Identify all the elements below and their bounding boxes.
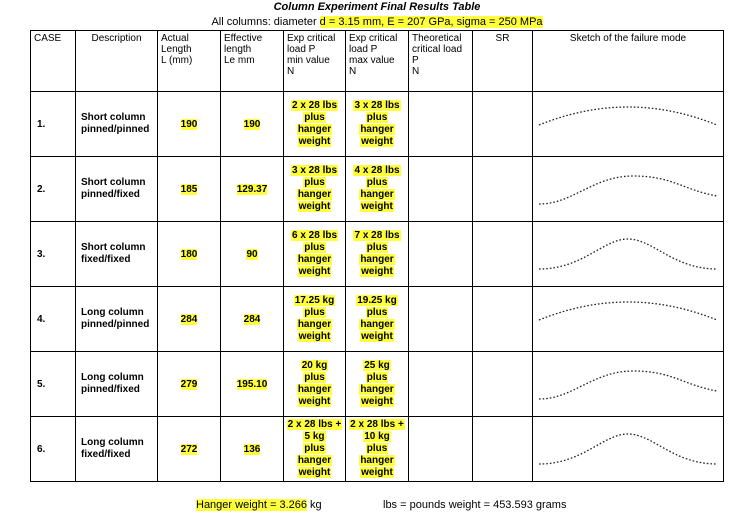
load-line	[284, 112, 345, 124]
cell-exp-max	[346, 287, 409, 352]
table-row	[31, 92, 724, 157]
cell-sketch	[533, 157, 724, 222]
cell-sr	[473, 222, 533, 287]
header-line: length	[224, 44, 252, 55]
load-text: plus	[366, 112, 388, 123]
load-text: 2 x 28 lbs +	[287, 419, 342, 430]
cell-line: fixed/fixed	[81, 449, 131, 460]
cell-exp-max	[346, 157, 409, 222]
load-text: hanger	[297, 254, 332, 265]
load-line	[346, 124, 408, 136]
header-sketch: Sketch of the failure mode	[533, 31, 724, 92]
table-title: Column Experiment Final Results Table	[273, 1, 481, 13]
effective-length-value: 90	[246, 248, 258, 260]
cell-sr	[473, 157, 533, 222]
header-line: max value	[349, 55, 395, 66]
load-line	[346, 230, 408, 242]
load-text: weight	[298, 201, 331, 212]
actual-length-value: 272	[180, 443, 198, 455]
cell-line: Long column	[81, 372, 144, 383]
cell-case: 3.	[31, 222, 76, 287]
cell-case: 6.	[31, 417, 76, 482]
load-line	[284, 189, 345, 201]
load-line	[346, 295, 408, 307]
load-text: weight	[298, 467, 331, 478]
buckled-column-curve	[539, 239, 717, 269]
cell-actual-length	[158, 352, 221, 417]
load-text: 2 x 28 lbs	[291, 100, 338, 111]
load-line	[284, 384, 345, 396]
header-line: N	[349, 66, 357, 77]
effective-length-value: 284	[243, 313, 261, 325]
load-line	[346, 136, 408, 148]
failure-mode-sketch	[533, 426, 723, 472]
load-line	[284, 443, 345, 455]
load-line	[346, 419, 408, 431]
cell-description	[76, 157, 158, 222]
load-line	[346, 165, 408, 177]
header-line: critical load	[412, 44, 463, 55]
header-line: N	[412, 66, 420, 77]
subtitle-prefix: All columns: diameter	[211, 16, 320, 28]
load-line	[284, 360, 345, 372]
actual-length-value: 185	[180, 183, 198, 195]
cell-exp-min	[284, 287, 346, 352]
load-line	[346, 443, 408, 455]
header-theoretical	[409, 31, 473, 92]
cell-sketch	[533, 92, 724, 157]
cell-description	[76, 417, 158, 482]
cell-theoretical	[409, 92, 473, 157]
header-exp-min	[284, 31, 346, 92]
cell-sr	[473, 287, 533, 352]
load-text: 7 x 28 lbs	[354, 230, 400, 241]
load-line	[346, 455, 408, 467]
load-text: 17.25 kg	[294, 295, 335, 306]
load-text: plus	[366, 372, 388, 383]
cell-description	[76, 92, 158, 157]
load-text: 10 kg	[364, 431, 390, 442]
header-case: CASE	[31, 31, 76, 92]
table-subtitle	[0, 15, 754, 29]
header-description: Description	[76, 31, 158, 92]
load-text: hanger	[360, 124, 394, 135]
cell-theoretical	[409, 417, 473, 482]
cell-effective-length	[221, 287, 284, 352]
cell-effective-length	[221, 417, 284, 482]
load-text: 5 kg	[304, 431, 325, 442]
load-line	[346, 201, 408, 213]
load-line	[284, 396, 345, 408]
load-text: hanger	[360, 384, 394, 395]
header-line: min value	[287, 55, 330, 66]
failure-mode-sketch	[533, 231, 723, 277]
cell-effective-length	[221, 222, 284, 287]
cell-exp-min	[284, 92, 346, 157]
table-row	[31, 417, 724, 482]
buckled-column-curve	[539, 107, 717, 125]
load-text: plus	[304, 443, 325, 454]
effective-length-value: 129.37	[236, 183, 268, 195]
header-exp-max	[346, 31, 409, 92]
cell-sketch	[533, 287, 724, 352]
effective-length-value: 136	[243, 443, 261, 455]
cell-line: Short column	[81, 177, 146, 188]
cell-description	[76, 352, 158, 417]
subtitle-properties: d = 3.15 mm, E = 207 GPa, sigma = 250 MPa	[319, 16, 543, 28]
failure-mode-sketch	[533, 361, 723, 407]
load-line	[346, 100, 408, 112]
cell-exp-min	[284, 352, 346, 417]
load-line	[346, 266, 408, 278]
footer-hanger-weight	[196, 499, 322, 511]
load-line	[284, 372, 345, 384]
load-text: plus	[366, 177, 388, 188]
header-line: Length	[161, 44, 192, 55]
header-row	[31, 31, 724, 92]
cell-case: 1.	[31, 92, 76, 157]
load-text: plus	[304, 177, 325, 188]
effective-length-value: 190	[243, 118, 261, 130]
load-text: hanger	[297, 189, 332, 200]
table-row	[31, 352, 724, 417]
load-line	[346, 307, 408, 319]
buckled-column-curve	[539, 176, 717, 204]
load-line	[284, 419, 345, 431]
load-line	[284, 295, 345, 307]
cell-actual-length	[158, 157, 221, 222]
header-line: load P	[287, 44, 316, 55]
header-line: Le mm	[224, 55, 255, 66]
load-line	[284, 230, 345, 242]
cell-sr	[473, 417, 533, 482]
cell-effective-length	[221, 92, 284, 157]
buckled-column-curve	[539, 371, 717, 399]
load-line	[284, 136, 345, 148]
load-line	[346, 242, 408, 254]
cell-exp-max	[346, 417, 409, 482]
load-text: weight	[298, 331, 331, 342]
cell-exp-max	[346, 352, 409, 417]
load-text: hanger	[297, 124, 332, 135]
load-text: hanger	[360, 189, 394, 200]
load-text: plus	[304, 112, 325, 123]
cell-theoretical	[409, 157, 473, 222]
cell-exp-min	[284, 222, 346, 287]
cell-actual-length	[158, 417, 221, 482]
load-line	[346, 467, 408, 479]
load-line	[284, 319, 345, 331]
cell-line: fixed/fixed	[81, 254, 131, 265]
header-line: Exp critical	[287, 33, 336, 44]
failure-mode-sketch	[533, 296, 723, 342]
failure-mode-sketch	[533, 166, 723, 212]
load-text: plus	[366, 242, 388, 253]
actual-length-value: 279	[180, 378, 198, 390]
load-line	[346, 177, 408, 189]
table-row	[31, 222, 724, 287]
cell-sketch	[533, 222, 724, 287]
load-line	[346, 189, 408, 201]
load-text: 2 x 28 lbs +	[350, 419, 404, 430]
cell-line: Short column	[81, 112, 146, 123]
cell-line: Long column	[81, 437, 144, 448]
cell-exp-min	[284, 417, 346, 482]
cell-effective-length	[221, 157, 284, 222]
header-line: L (mm)	[161, 55, 193, 66]
cell-line: pinned/fixed	[81, 384, 140, 395]
actual-length-value: 180	[180, 248, 198, 260]
load-line	[284, 307, 345, 319]
header-line: P	[412, 55, 419, 66]
effective-length-value: 195.10	[236, 378, 268, 390]
header-line: Effective	[224, 33, 263, 44]
cell-exp-max	[346, 222, 409, 287]
cell-description	[76, 287, 158, 352]
cell-line: pinned/pinned	[81, 319, 150, 330]
load-text: weight	[361, 266, 393, 277]
load-line	[346, 254, 408, 266]
buckled-column-curve	[539, 434, 717, 464]
cell-sr	[473, 352, 533, 417]
load-line	[346, 331, 408, 343]
cell-actual-length	[158, 222, 221, 287]
load-line	[284, 100, 345, 112]
header-line: Theoretical	[412, 33, 462, 44]
actual-length-value: 284	[180, 313, 198, 325]
load-line	[284, 254, 345, 266]
load-line	[346, 319, 408, 331]
load-text: hanger	[360, 254, 394, 265]
load-text: 4 x 28 lbs	[354, 165, 400, 176]
load-text: weight	[361, 136, 393, 147]
load-text: weight	[361, 331, 393, 342]
failure-mode-sketch	[533, 101, 723, 147]
hanger-weight-value: Hanger weight = 3.266	[196, 499, 307, 511]
load-line	[284, 455, 345, 467]
cell-effective-length	[221, 352, 284, 417]
cell-description	[76, 222, 158, 287]
load-text: 19.25 kg	[357, 295, 397, 306]
load-line	[284, 177, 345, 189]
header-sr: SR	[473, 31, 533, 92]
load-line	[284, 431, 345, 443]
load-text: 3 x 28 lbs	[354, 100, 400, 111]
cell-theoretical	[409, 287, 473, 352]
cell-exp-max	[346, 92, 409, 157]
cell-case: 5.	[31, 352, 76, 417]
load-line	[284, 242, 345, 254]
cell-line: Short column	[81, 242, 146, 253]
header-effective-length	[221, 31, 284, 92]
cell-exp-min	[284, 157, 346, 222]
load-text: hanger	[297, 384, 332, 395]
load-text: plus	[366, 443, 388, 454]
cell-case: 2.	[31, 157, 76, 222]
load-line	[284, 165, 345, 177]
table-row	[31, 157, 724, 222]
cell-theoretical	[409, 352, 473, 417]
load-text: weight	[361, 467, 393, 478]
load-text: hanger	[297, 319, 332, 330]
header-line: N	[287, 66, 295, 77]
hanger-weight-unit: kg	[307, 499, 322, 511]
cell-sketch	[533, 352, 724, 417]
buckled-column-curve	[539, 302, 717, 320]
cell-actual-length	[158, 92, 221, 157]
header-line: Actual	[161, 33, 189, 44]
load-text: weight	[361, 201, 393, 212]
load-line	[284, 266, 345, 278]
cell-sketch	[533, 417, 724, 482]
load-line	[346, 372, 408, 384]
cell-actual-length	[158, 287, 221, 352]
load-line	[346, 112, 408, 124]
load-text: plus	[304, 242, 325, 253]
load-line	[284, 201, 345, 213]
load-line	[346, 384, 408, 396]
header-line: load P	[349, 44, 378, 55]
load-text: hanger	[360, 455, 394, 466]
header-line: Exp critical	[349, 33, 398, 44]
load-line	[346, 431, 408, 443]
cell-line: Long column	[81, 307, 144, 318]
load-text: weight	[298, 396, 331, 407]
footer-conversion: lbs = pounds weight = 453.593 grams	[383, 499, 567, 511]
load-line	[284, 124, 345, 136]
load-text: hanger	[297, 455, 332, 466]
results-table	[30, 30, 724, 482]
cell-case: 4.	[31, 287, 76, 352]
load-text: 20 kg	[301, 360, 328, 371]
header-actual-length	[158, 31, 221, 92]
load-line	[346, 396, 408, 408]
load-text: plus	[304, 372, 325, 383]
load-text: 25 kg	[364, 360, 390, 371]
table-row	[31, 287, 724, 352]
load-line	[346, 360, 408, 372]
cell-theoretical	[409, 222, 473, 287]
load-text: weight	[298, 266, 331, 277]
actual-length-value: 190	[180, 118, 198, 130]
cell-line: pinned/fixed	[81, 189, 140, 200]
load-text: hanger	[360, 319, 394, 330]
load-text: 3 x 28 lbs	[291, 165, 338, 176]
load-line	[284, 331, 345, 343]
load-line	[284, 467, 345, 479]
cell-line: pinned/pinned	[81, 124, 150, 135]
cell-sr	[473, 92, 533, 157]
load-text: plus	[366, 307, 388, 318]
load-text: weight	[298, 136, 331, 147]
load-text: weight	[361, 396, 393, 407]
load-text: 6 x 28 lbs	[291, 230, 338, 241]
load-text: plus	[304, 307, 325, 318]
